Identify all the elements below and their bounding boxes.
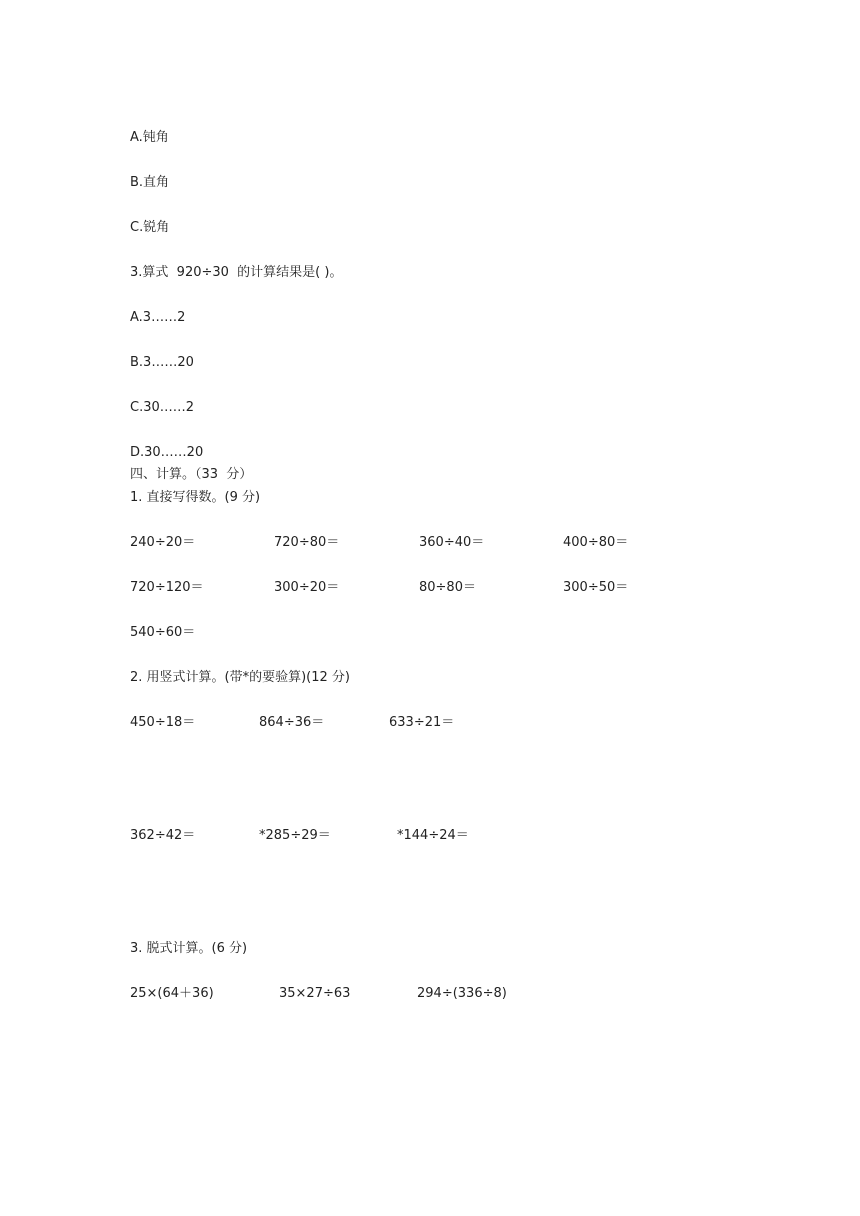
vertical-calc-item: 864÷36＝ [259,715,325,730]
vertical-calc-item: 450÷18＝ [130,715,196,730]
mental-math-item: 540÷60＝ [130,625,196,640]
step-calc-item: 294÷(336÷8) [417,986,507,1001]
q3-option-c: C.30……2 [130,400,195,415]
mental-math-item: 400÷80＝ [563,535,629,550]
q3-option-a: A.3……2 [130,310,186,325]
mental-math-item: 360÷40＝ [419,535,485,550]
vertical-calc-item: *144÷24＝ [397,828,469,843]
option-b: B.直角 [130,175,170,190]
mental-math-item: 720÷80＝ [274,535,340,550]
mental-math-item: 240÷20＝ [130,535,196,550]
part-1-title: 1. 直接写得数。(9 分) [130,490,261,505]
vertical-calc-item: 362÷42＝ [130,828,196,843]
step-calc-item: 35×27÷63 [279,986,351,1001]
mental-math-item: 80÷80＝ [419,580,476,595]
vertical-calc-item: *285÷29＝ [259,828,331,843]
q3-option-d: D.30……20 [130,445,204,460]
section-4-title: 四、计算。（33 分） [130,467,253,482]
option-a: A.钝角 [130,130,169,145]
mental-math-item: 300÷20＝ [274,580,340,595]
part-2-title: 2. 用竖式计算。(带*的要验算)(12 分) [130,670,350,685]
mental-math-item: 720÷120＝ [130,580,204,595]
option-c: C.锐角 [130,220,170,235]
question-3-stem: 3.算式 920÷30 的计算结果是( )。 [130,265,343,280]
vertical-calc-item: 633÷21＝ [389,715,455,730]
q3-option-b: B.3……20 [130,355,194,370]
mental-math-item: 300÷50＝ [563,580,629,595]
step-calc-item: 25×(64＋36) [130,986,214,1001]
part-3-title: 3. 脱式计算。(6 分) [130,941,248,956]
